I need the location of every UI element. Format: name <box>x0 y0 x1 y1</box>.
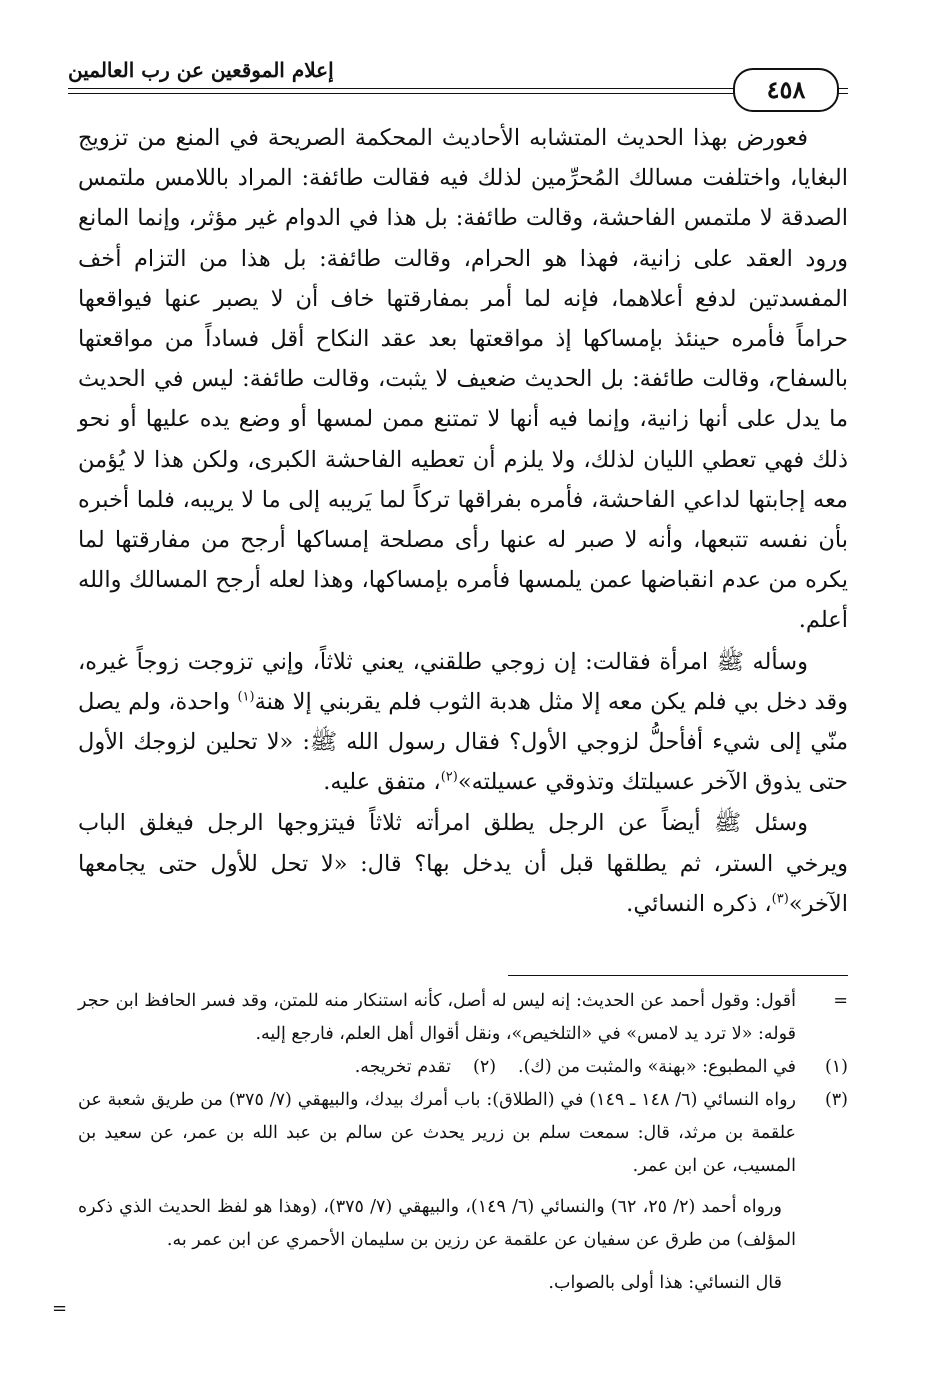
footnote-1 <box>78 1051 848 1084</box>
paragraph-3 <box>78 803 848 924</box>
footnote-continued <box>78 985 848 1051</box>
paragraph-2-part-b: واحدة، ولم يصل منّي إلى شيء أفأحلُّ لزوجي الأول؟ فقال رسول الله ﷺ: «لا تحلين لزوجك الأول حتى يذوق الآخر عسيلتك وتذوقي عسيلته» <box>78 688 848 796</box>
footnote-3 <box>78 1084 848 1300</box>
footnote-3-marker: (٣) <box>824 1090 848 1110</box>
footnote-2-marker: (٢) <box>472 1057 497 1077</box>
page-number: ٤٥٨ <box>733 68 839 112</box>
paragraph-1: فعورض بهذا الحديث المتشابه الأحاديث المحكمة الصريحة في المنع من تزويج البغايا، واختلفت مسالك المُحرِّمين لذلك فيه فقالت طائفة: المراد باللامس ملتمس الصدقة لا ملتمس الفاحشة، وقالت طائفة: بل هذا في الدوام غير مؤثر، وإنما المانع ورود العقد على زانية، فهذا هو الحرام، وقالت طائفة: بل هذا من التزام أخف المفسدتين لدفع أعلاهما، فإنه لما أمر بمفارقتها خاف أن لا يصبر عنها فيواقعها حراماً فأمره حينئذ بإمساكها إذ مواقعتها بعد عقد النكاح أقل فساداً من مواقعتها بالسفاح، وقالت طائفة: بل الحديث ضعيف لا يثبت، وقالت طائفة: ليس في الحديث ما يدل على أنها زانية، وإنما فيه أنها لا تمتنع ممن لمسها أو وضع يده عليها أو نحو ذلك فهي تعطي الليان لذلك، ولا يلزم أن تعطيه الفاحشة الكبرى، ولكن هذا لا يُؤمن معه إجابتها لداعي الفاحشة، فأمره بفراقها تركاً لما يَريبه إلى ما لا يريبه، فلما أخبره بأن نفسه تتبعها، وأنه لا صبر له عنها رأى مصلحة إمساكها أرجح من مفارقتها لما يكره من عدم انقباضها عمن يلمسها فأمره بإمساكها، وهذا لعله أرجح المسالك والله أعلم. <box>78 125 848 634</box>
paragraph-3-part-b: ، ذكره النسائي. <box>626 890 772 917</box>
footnote-ref-2: (٢) <box>440 769 458 785</box>
footnote-ref-1: (١) <box>237 689 255 705</box>
footnote-continues-marker: = <box>52 1298 68 1319</box>
footnote-3-text-3: قال النسائي: هذا أولى بالصواب. <box>548 1273 782 1293</box>
footnote-1-marker: (١) <box>824 1057 848 1077</box>
footnote-continued-text: أقول: وقول أحمد عن الحديث: إنه ليس له أصل، كأنه استنكار منه للمتن، وقد فسر الحافظ ابن حجر قوله: «لا ترد يد لامس» في «التلخيص»، ونقل أقوال أهل العلم، فارجع إليه. <box>78 991 796 1044</box>
footnote-3-text-1: رواه النسائي (٦/ ١٤٨ ـ ١٤٩) في (الطلاق): باب أمرك بيدك، والبيهقي (٧/ ٣٧٥) من طريق شعبة عن علقمة بن مرثد، قال: سمعت سلم بن زرير يحدث عن سالم بن عبد الله بن عمر، عن سعيد بن المسيب، عن ابن عمر. <box>78 1090 796 1176</box>
footnote-continued-marker: = <box>833 991 848 1011</box>
page-header <box>68 48 848 110</box>
paragraph-3-part-a: وسئل ﷺ أيضاً عن الرجل يطلق امرأته ثلاثاً فيتزوجها الرجل فيغلق الباب ويرخي الستر، ثم يطلقها قبل أن يدخل بها؟ قال: «لا تحل للأول حتى يجامعها الآخر» <box>78 810 848 917</box>
paragraph-2-part-c: ، متفق عليه. <box>323 769 441 796</box>
header-rule-bottom <box>68 93 848 94</box>
header-rule-top <box>68 88 848 89</box>
footnote-separator <box>508 975 848 976</box>
footnotes <box>78 985 848 1300</box>
footnote-3-text-2: ورواه أحمد (٢/ ٢٥، ٦٢) والنسائي (٦/ ١٤٩)، والبيهقي (٧/ ٣٧٥)، (وهذا هو لفظ الحديث الذي ذكره المؤلف) من طرق عن سفيان عن علقمة عن رزين بن سليمان الأحمري عن ابن عمر به. <box>78 1197 796 1250</box>
footnote-2-text: تقدم تخريجه. <box>354 1057 451 1077</box>
paragraph-2 <box>78 642 848 803</box>
running-title: إعلام الموقعين عن رب العالمين <box>68 58 334 82</box>
main-text <box>78 118 848 924</box>
paragraph-2-part-a: وسأله ﷺ امرأة فقالت: إن زوجي طلقني، يعني ثلاثاً، وإني تزوجت زوجاً غيره، وقد دخل بي فلم يكن معه إلا مثل هدبة الثوب فلم يقربني إلا هنة <box>78 648 848 715</box>
footnote-1-text: في المطبوع: «بهنة» والمثبت من (ك). <box>518 1057 796 1077</box>
footnote-ref-3: (٣) <box>771 891 789 907</box>
